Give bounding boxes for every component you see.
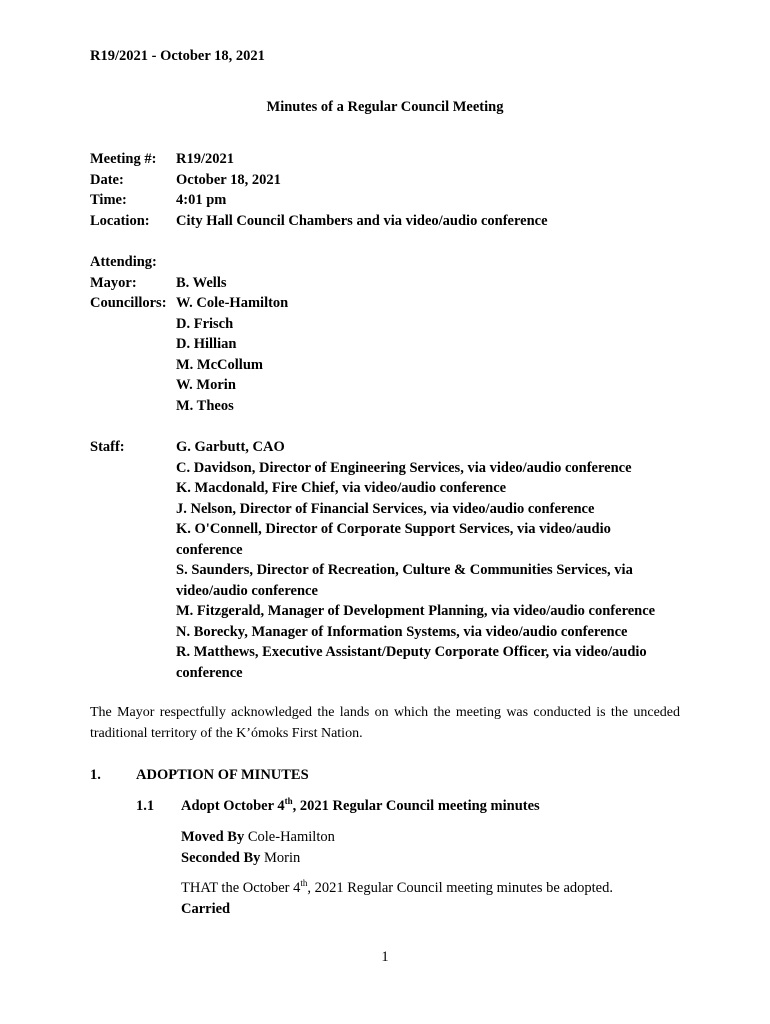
seconded-by-label: Seconded By	[181, 849, 261, 866]
motion-result: Carried	[181, 901, 231, 917]
staff-label: Staff:	[90, 439, 125, 455]
meta-label: Location:	[90, 212, 150, 229]
list-item: video/audio conference	[176, 582, 318, 599]
seconded-by-name: Morin	[260, 849, 301, 866]
meta-row-meeting-number	[90, 149, 690, 170]
list-item: S. Saunders, Director of Recreation, Culture & Communities Services, via	[176, 562, 633, 578]
attending-heading: Attending:	[90, 254, 157, 270]
mayor-name: B. Wells	[176, 274, 227, 291]
meta-row-date	[90, 170, 690, 191]
section-number: 1.	[90, 767, 101, 783]
seconded-by-line	[181, 848, 300, 869]
councillors-list	[176, 293, 288, 416]
list-item: M. Fitzgerald, Manager of Development Planning, via video/audio conference	[176, 603, 656, 619]
meta-row-location	[90, 211, 690, 232]
staff-list	[176, 437, 655, 683]
meta-value: 4:01 pm	[176, 192, 227, 208]
item-title: Adopt October 4th, 2021 Regular Council meeting minutes	[181, 796, 540, 814]
section-heading: ADOPTION OF MINUTES	[136, 767, 309, 783]
page-title: Minutes of a Regular Council Meeting	[266, 99, 504, 115]
list-item: N. Borecky, Manager of Information Systems, via video/audio conference	[176, 623, 628, 640]
mayor-label: Mayor:	[90, 274, 137, 291]
list-item: G. Garbutt, CAO	[176, 439, 285, 455]
meta-label: Date:	[90, 171, 124, 188]
meta-value: City Hall Council Chambers and via video/audio conference	[176, 212, 548, 229]
list-item: M. Theos	[176, 397, 234, 414]
list-item: C. Davidson, Director of Engineering Services, via video/audio conference	[176, 459, 632, 476]
list-item: J. Nelson, Director of Financial Services, via video/audio conference	[176, 500, 595, 517]
list-item: D. Hillian	[176, 336, 237, 352]
list-item: W. Morin	[176, 377, 236, 393]
page-header: R19/2021 - October 18, 2021	[90, 48, 265, 64]
meta-label: Time:	[90, 192, 127, 208]
moved-by-label: Moved By	[181, 829, 245, 845]
meta-label: Meeting #:	[90, 151, 157, 167]
list-item: R. Matthews, Executive Assistant/Deputy Corporate Officer, via video/audio	[176, 644, 647, 660]
moved-by-name: Cole-Hamilton	[244, 829, 335, 845]
list-item: K. Macdonald, Fire Chief, via video/audio conference	[176, 480, 507, 496]
list-item: M. McCollum	[176, 356, 263, 373]
list-item: K. O'Connell, Director of Corporate Support Services, via video/audio	[176, 521, 611, 537]
land-acknowledgement: The Mayor respectfully acknowledged the lands on which the meeting was conducted is the unceded traditional territory of the K’ómoks First Nation.	[90, 705, 680, 741]
list-item: D. Frisch	[176, 315, 234, 332]
list-item: conference	[176, 664, 243, 681]
item-number: 1.1	[136, 798, 155, 814]
meta-value: R19/2021	[176, 151, 234, 167]
list-item: conference	[176, 541, 243, 558]
councillors-label: Councillors:	[90, 295, 167, 311]
meta-value: October 18, 2021	[176, 171, 281, 188]
list-item: W. Cole-Hamilton	[176, 295, 289, 311]
moved-by-line	[181, 827, 335, 848]
motion-text: THAT the October 4th, 2021 Regular Council meeting minutes be adopted.	[181, 878, 613, 896]
page-number: 1	[381, 949, 389, 965]
meta-row-time	[90, 190, 690, 211]
